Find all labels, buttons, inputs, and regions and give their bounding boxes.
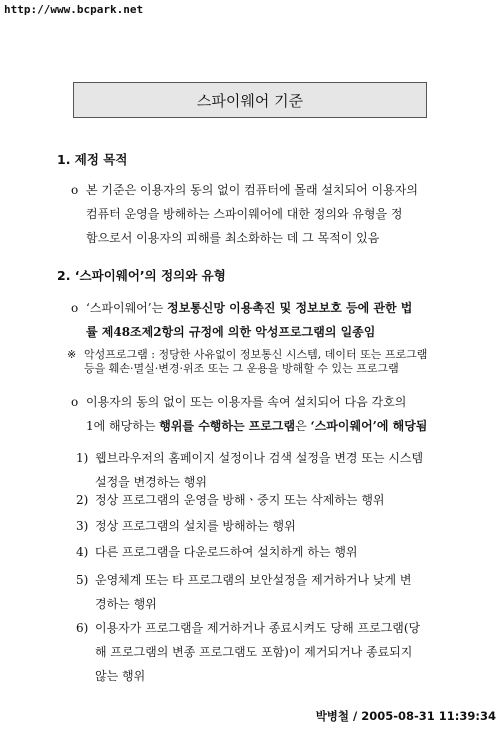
item-number: 2)	[76, 493, 89, 507]
condition-line-1: 이용자의 동의 없이 또는 이용자를 속여 설치되어 다음 각호의	[86, 395, 407, 409]
item-number: 1)	[76, 451, 89, 465]
note-line: 등을 훼손·멸실·변경·위조 또는 그 운용을 방해할 수 있는 프로그램	[84, 362, 399, 375]
list-item: 정상 프로그램의 운영을 방해ㆍ중지 또는 삭제하는 행위	[95, 493, 385, 507]
item-number: 6)	[76, 621, 89, 635]
definition-paragraph	[86, 296, 461, 344]
condition-bullet: o	[71, 395, 79, 409]
text-line: 컴퓨터 운영을 방해하는 스파이웨어에 대한 정의와 유형을 정	[86, 207, 403, 221]
url-watermark: http://www.bcpark.net	[4, 3, 144, 16]
list-item: 운영체계 또는 타 프로그램의 보안설정을 제거하거나 낮게 변 경하는 행위	[95, 573, 412, 611]
list-item: 이용자가 프로그램을 제거하거나 종료시켜도 당해 프로그램(당 해 프로그램의 변종 프로그램도 포함)이 제거되거나 종료되지 않는 행위	[95, 621, 421, 683]
text-line: 본 기준은 이용자의 동의 없이 컴퓨터에 몰래 설치되어 이용자의	[86, 183, 418, 197]
definition-line-1: ‘스파이웨어’는 정보통신망 이용촉진 및 정보보호 등에 관한 법	[86, 301, 413, 315]
author-timestamp: 박병철 / 2005-08-31 11:39:34	[315, 709, 496, 723]
list-item: 정상 프로그램의 설치를 방해하는 행위	[95, 519, 296, 533]
condition-paragraph	[86, 390, 461, 438]
item-number: 3)	[76, 519, 89, 533]
section-1-paragraph	[86, 178, 456, 250]
section-1-heading: 1. 제정 목적	[57, 152, 128, 167]
list-item: 웹브라우저의 홈페이지 설정이나 검색 설정을 변경 또는 시스템 설정을 변경하는 행위	[95, 451, 424, 489]
definition-bullet: o	[71, 301, 79, 315]
section-2-heading: 2. ‘스파이웨어’의 정의와 유형	[57, 268, 226, 283]
note-mark: ※	[67, 348, 77, 361]
note-line: 악성프로그램 : 정당한 사유없이 정보통신 시스템, 데이터 또는 프로그램	[84, 348, 428, 361]
document-title	[73, 82, 427, 118]
list-item: 다른 프로그램을 다운로드하여 설치하게 하는 행위	[95, 545, 358, 559]
condition-line-2: 1에 해당하는 행위를 수행하는 프로그램은 ‘스파이웨어’에 해당됨	[86, 419, 428, 433]
item-number: 5)	[76, 573, 89, 587]
text-line: 함으로서 이용자의 피해를 최소화하는 데 그 목적이 있음	[86, 231, 380, 245]
note-paragraph	[84, 348, 464, 376]
definition-line-2: 률 제48조제2항의 규정에 의한 악성프로그램의 일종임	[86, 325, 376, 339]
section-1-bullet: o	[71, 183, 79, 197]
document-title-text: 스파이웨어 기준	[196, 91, 304, 110]
item-number: 4)	[76, 545, 89, 559]
